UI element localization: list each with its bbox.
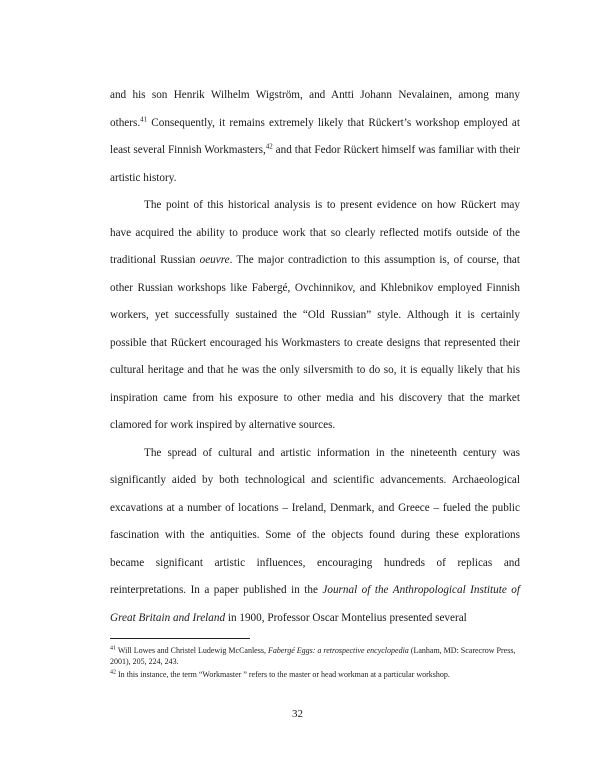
paragraph-1-text-a: and his son Henrik Wilhelm Wigström, and Antti Johann Nevalainen, among many others.	[110, 89, 520, 129]
paragraph-2-text-b: . The major contradiction to this assumption is, of course, that other Russian workshops like Fabergé, Ovchinnikov, and Khlebnikov employed Finnish workers, yet successfully sustained the “Old Russian” style. Although it is certainly possible that Rückert encouraged his Workmasters to create designs that represented their cultural heritage and that he was the only silversmith to do so, it is equally likely that his inspiration came from his exposure to other media and his discovery that the market clamored for work inspired by alternative sources.	[110, 254, 520, 431]
page-number: 32	[292, 708, 303, 720]
footnote-number: 42	[110, 669, 116, 676]
footnote-ref-42: 42	[265, 142, 273, 151]
footnote-42-text: In this instance, the term “Workmaster ” refers to the master or head workman at a particular workshop.	[116, 670, 450, 679]
paragraph-2	[110, 192, 520, 440]
footnote-41-text-a: Will Lowes and Christel Ludewig McCanless,	[116, 646, 268, 655]
paragraph-3-italic: Journal of the Anthropological Institute of Great Britain and Ireland	[110, 584, 520, 624]
paragraph-1-text-c: and that Fedor Rückert himself was familiar with their artistic history.	[110, 144, 520, 184]
footnote-41	[110, 645, 530, 667]
footnote-41-text-b: (Lanham, MD: Scarecrow Press, 2001), 205, 224, 243.	[110, 646, 516, 666]
footnote-ref-41: 41	[140, 114, 148, 123]
body-text	[110, 82, 520, 632]
footnotes	[110, 645, 530, 682]
paragraph-3-text-a: The spread of cultural and artistic information in the nineteenth century was significantly aided by both technological and scientific advancements. Archaeological excavations at a number of locations – Ireland, Denmark, and Greece – fueled the public fascination with the antiquities. Some of the objects found during these explorations became significant artistic influences, encouraging hundreds of replicas and reinterpretations. In a paper published in the	[110, 446, 520, 596]
paragraph-3	[110, 440, 520, 633]
footnote-42	[110, 669, 530, 680]
footnote-divider	[110, 638, 250, 639]
paragraph-1-text-b: Consequently, it remains extremely likely that Rückert’s workshop employed at least several Finnish Workmasters,	[110, 116, 520, 156]
paragraph-2-italic: oeuvre	[199, 254, 230, 266]
footnote-number: 41	[110, 645, 116, 652]
paragraph-2-text-a: The point of this historical analysis is to present evidence on how Rückert may have acquired the ability to produce work that so clearly reflected motifs outside of the traditional Russian	[110, 199, 520, 266]
footnote-41-italic: Fabergé Eggs: a retrospective encyclopedia	[267, 646, 409, 655]
paragraph-1	[110, 82, 520, 192]
paragraph-3-text-b: in 1900, Professor Oscar Montelius presented several	[225, 611, 467, 624]
